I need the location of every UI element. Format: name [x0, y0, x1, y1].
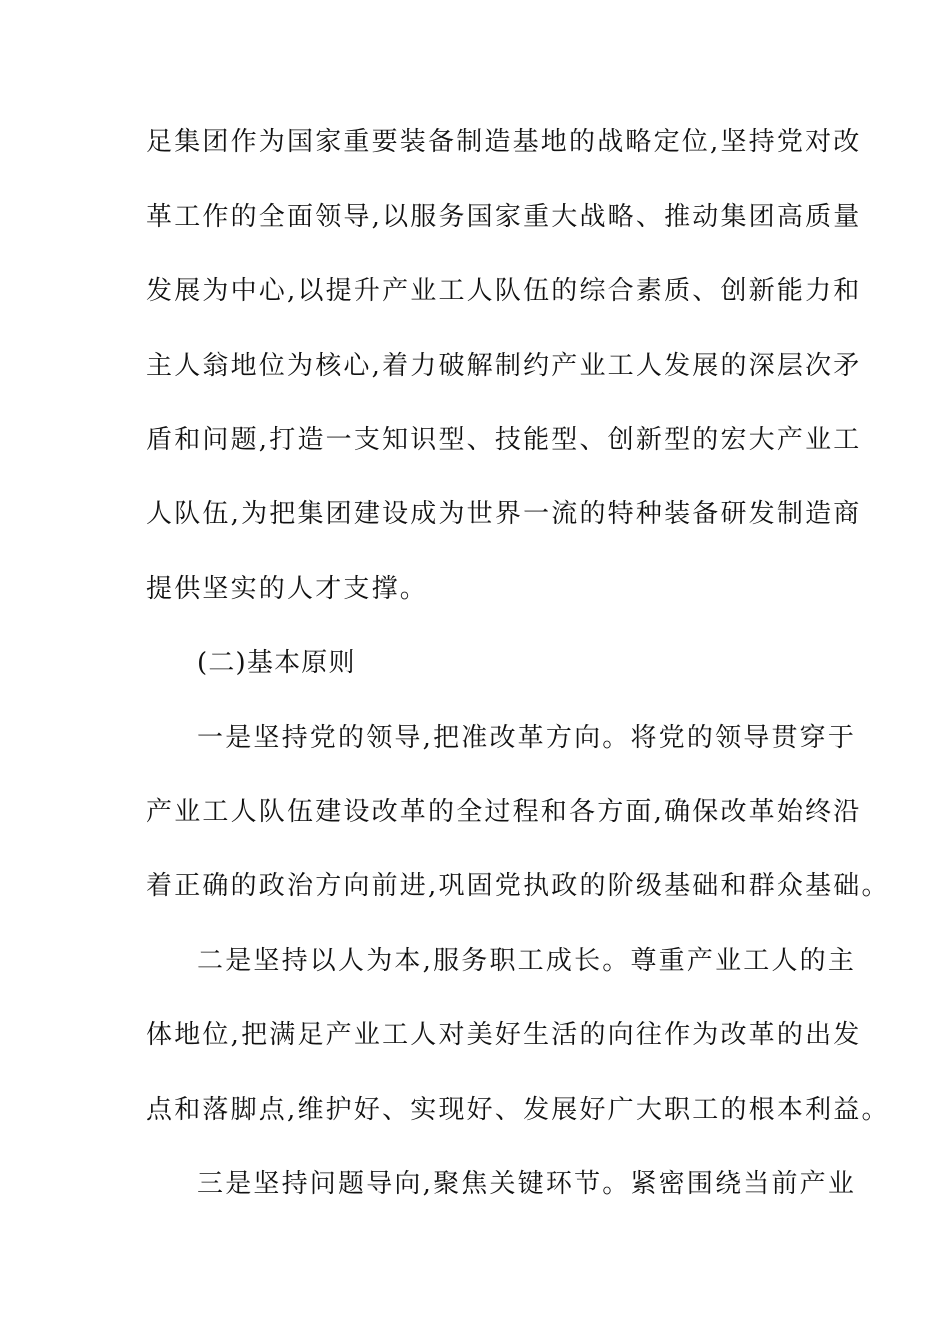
paragraph-line: 革工作的全面领导,以服务国家重大战略、推动集团高质量: [146, 202, 862, 232]
paragraph-line: 人队伍,为把集团建设成为世界一流的特种装备研发制造商: [146, 499, 862, 529]
paragraph-line: 二是坚持以人为本,服务职工成长。尊重产业工人的主: [197, 946, 857, 976]
paragraph-line: 产业工人队伍建设改革的全过程和各方面,确保改革始终沿: [146, 797, 862, 827]
paragraph-line: 发展为中心,以提升产业工人队伍的综合素质、创新能力和: [146, 276, 862, 306]
paragraph-line: 一是坚持党的领导,把准改革方向。将党的领导贯穿于: [197, 723, 857, 753]
paragraph-line: 盾和问题,打造一支知识型、技能型、创新型的宏大产业工: [146, 425, 862, 455]
paragraph-line: 主人翁地位为核心,着力破解制约产业工人发展的深层次矛: [146, 351, 862, 381]
paragraph-line: 点和落脚点,维护好、实现好、发展好广大职工的根本利益。: [146, 1095, 890, 1125]
paragraph-line: 三是坚持问题导向,聚焦关键环节。紧密围绕当前产业: [197, 1169, 857, 1199]
paragraph-line: 提供坚实的人才支撑。: [146, 574, 429, 604]
paragraph-line: 着正确的政治方向前进,巩固党执政的阶级基础和群众基础。: [146, 871, 890, 901]
paragraph-line: 体地位,把满足产业工人对美好生活的向往作为改革的出发: [146, 1020, 862, 1050]
section-heading: (二)基本原则: [197, 648, 356, 678]
paragraph-line: 足集团作为国家重要装备制造基地的战略定位,坚持党对改: [146, 127, 862, 157]
